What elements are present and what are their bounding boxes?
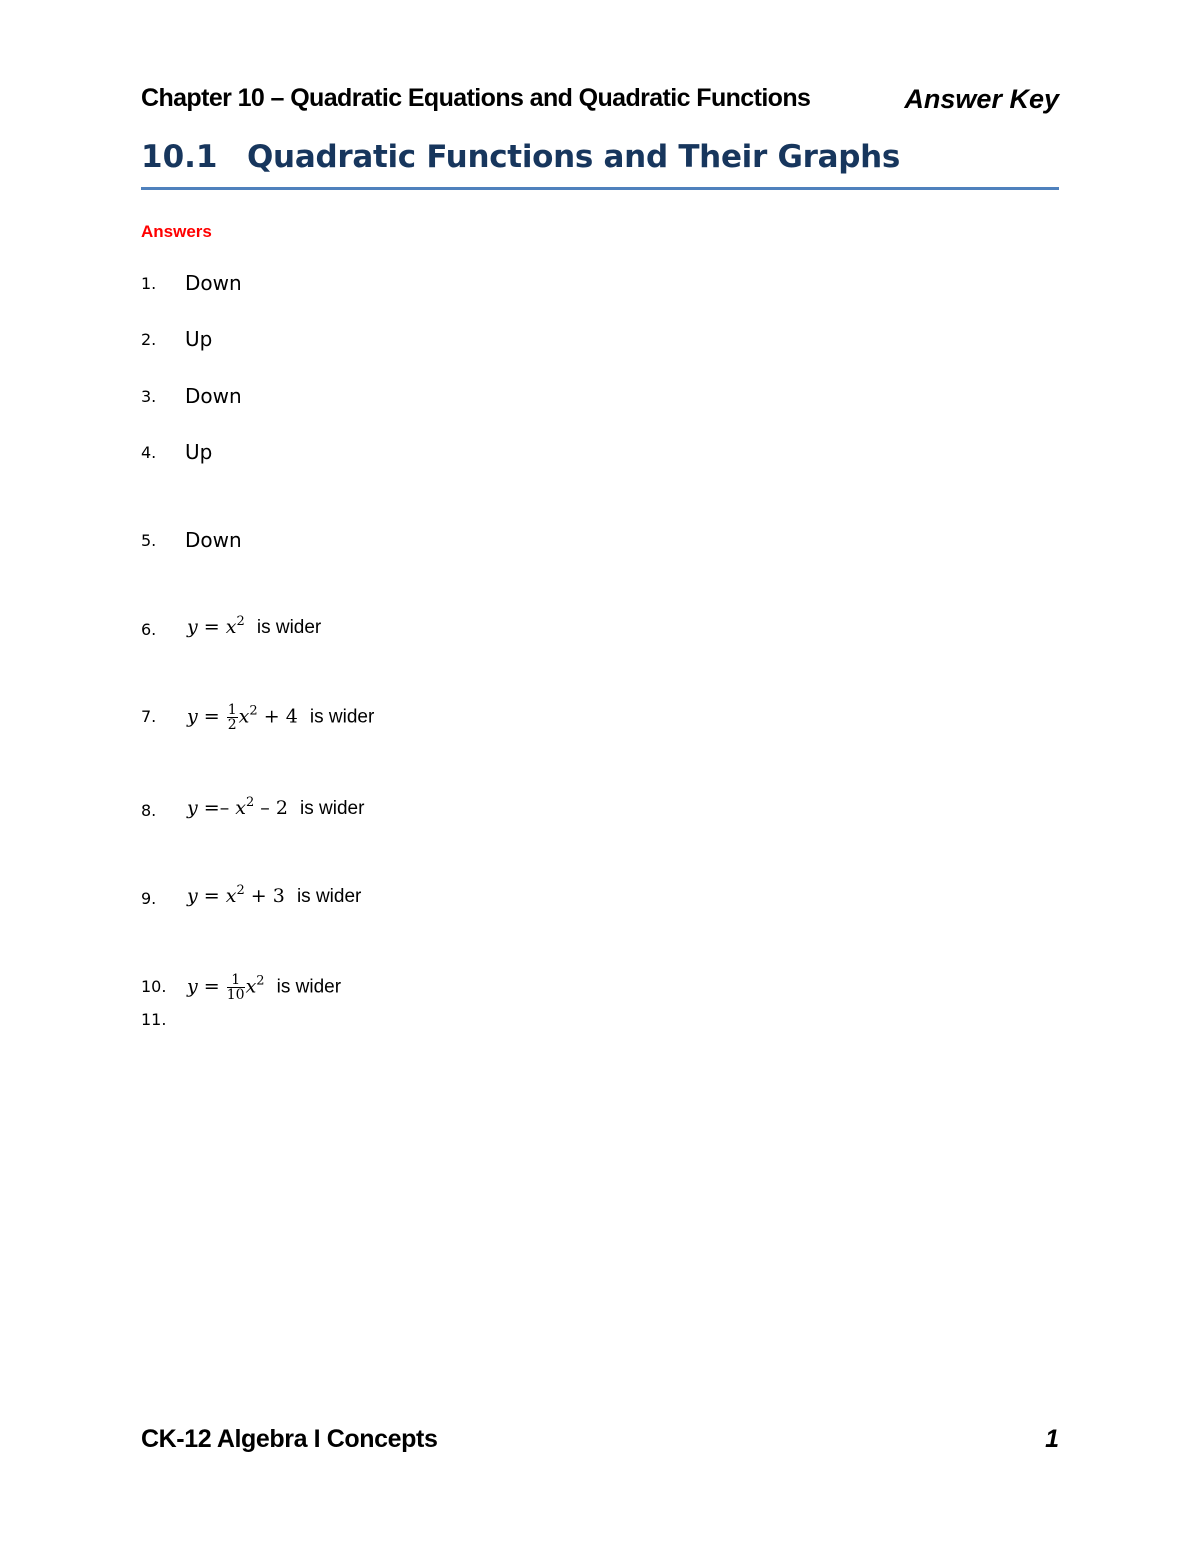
var-x: x (225, 616, 237, 638)
equation (187, 616, 321, 639)
section-heading (141, 139, 1059, 190)
footer-page-number: 1 (1045, 1425, 1059, 1453)
var-y: y (187, 616, 198, 638)
equals-sign: = (203, 797, 220, 819)
equals-sign: = (203, 705, 220, 728)
item-suffix: is wider (309, 706, 375, 728)
answers-label: Answers (141, 222, 212, 241)
answer-item (141, 1010, 741, 1040)
equals-sign: = (203, 885, 220, 907)
var-y: y (187, 975, 198, 998)
item-number: 10. (141, 977, 167, 996)
equation (187, 885, 361, 908)
item-text: Up (185, 440, 213, 464)
item-number: 8. (141, 801, 157, 820)
exponent: 2 (236, 614, 245, 629)
item-number: 3. (141, 387, 157, 406)
answer-item (141, 972, 741, 1007)
equation (187, 973, 341, 1002)
exponent: 2 (245, 795, 255, 810)
item-number: 4. (141, 443, 157, 462)
item-number: 9. (141, 889, 157, 908)
page-header (141, 84, 1059, 118)
fraction-numerator: 1 (227, 973, 245, 988)
exponent: 2 (249, 703, 258, 719)
item-suffix: is wider (300, 798, 365, 819)
item-number: 11. (141, 1010, 167, 1029)
fraction-denominator: 2 (227, 717, 237, 733)
item-number: 2. (141, 330, 157, 349)
equation (187, 703, 374, 732)
item-suffix: is wider (296, 886, 362, 907)
answer-item (141, 440, 741, 473)
fraction (227, 703, 238, 732)
answer-item (141, 528, 741, 561)
footer-book-title: CK-12 Algebra I Concepts (141, 1425, 438, 1453)
equals-sign: = (203, 616, 220, 638)
var-y: y (187, 705, 198, 728)
constant: 4 (285, 705, 298, 728)
fraction (227, 973, 245, 1002)
var-y: y (187, 885, 198, 907)
item-text: Down (185, 384, 242, 408)
item-number: 6. (141, 620, 157, 639)
item-text: Down (185, 528, 242, 552)
equation (187, 797, 364, 820)
exponent: 2 (256, 973, 265, 989)
exponent: 2 (236, 883, 245, 898)
equals-sign: = (203, 975, 220, 998)
answer-key-label: Answer Key (904, 84, 1059, 114)
plus-sign: + (250, 885, 267, 907)
section-title: Quadratic Functions and Their Graphs (247, 139, 901, 175)
answer-item (141, 614, 741, 650)
item-suffix: is wider (276, 976, 342, 998)
item-number: 5. (141, 531, 157, 550)
fraction-denominator: 10 (226, 987, 245, 1003)
var-x: x (245, 975, 257, 998)
answer-item (141, 271, 741, 304)
section-number: 10.1 (141, 139, 218, 175)
answer-item (141, 702, 741, 737)
var-y: y (187, 797, 198, 819)
answer-item (141, 327, 741, 360)
answer-item (141, 795, 741, 831)
minus-sign: – (219, 797, 230, 819)
constant: 3 (272, 885, 285, 907)
item-number: 1. (141, 274, 157, 293)
answer-item (141, 384, 741, 417)
fraction-numerator: 1 (227, 702, 237, 718)
item-text: Up (185, 327, 213, 351)
item-suffix: is wider (256, 617, 322, 638)
constant: 2 (275, 797, 288, 819)
plus-sign: + (263, 705, 280, 728)
item-text: Down (185, 271, 242, 295)
answer-item (141, 883, 741, 919)
item-number: 7. (141, 707, 157, 726)
var-x: x (238, 705, 250, 728)
var-x: x (235, 797, 246, 819)
chapter-title: Chapter 10 – Quadratic Equations and Quadratic Functions (141, 84, 811, 112)
minus-sign: – (260, 797, 270, 819)
var-x: x (225, 885, 237, 907)
